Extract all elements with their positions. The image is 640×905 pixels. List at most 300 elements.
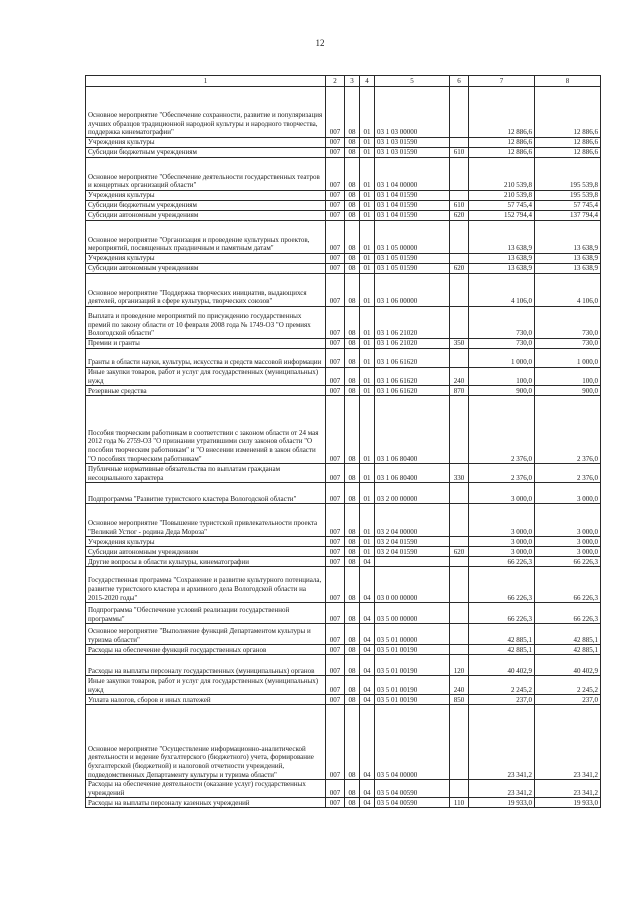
row-amount-col7: 13 638,9 bbox=[469, 254, 535, 264]
row-expense-type-code bbox=[450, 396, 469, 464]
row-amount-col7: 23 341,2 bbox=[469, 705, 535, 780]
row-amount-col7: 3 000,0 bbox=[469, 537, 535, 547]
row-amount-col7: 42 885,1 bbox=[469, 645, 535, 655]
row-amount-col7: 152 794,4 bbox=[469, 211, 535, 221]
row-section-code: 08 bbox=[345, 138, 360, 148]
row-amount-col8: 3 000,0 bbox=[535, 504, 601, 537]
row-ministry-code: 007 bbox=[326, 158, 345, 191]
row-amount-col8: 19 933,0 bbox=[535, 798, 601, 808]
row-expense-type-code bbox=[450, 557, 469, 567]
row-amount-col8: 13 638,9 bbox=[535, 221, 601, 254]
row-amount-col7: 237,0 bbox=[469, 695, 535, 705]
row-amount-col8: 900,0 bbox=[535, 386, 601, 396]
row-amount-col8: 23 341,2 bbox=[535, 780, 601, 798]
row-amount-col8: 195 539,8 bbox=[535, 158, 601, 191]
table-row bbox=[86, 368, 601, 386]
row-name-cell: Основное мероприятие "Повышение туристской привлекательности проекта "Великий Устюг - родина Деда Мороза" bbox=[86, 504, 326, 537]
row-name-cell: Основное мероприятие "Выполнение функций Департаментом культуры и туризма области" bbox=[86, 624, 326, 645]
row-expense-type-code: 110 bbox=[450, 798, 469, 808]
row-amount-col8: 3 000,0 bbox=[535, 483, 601, 504]
row-ministry-code: 007 bbox=[326, 504, 345, 537]
row-subsection-code: 04 bbox=[360, 780, 375, 798]
row-amount-col8: 730,0 bbox=[535, 339, 601, 349]
row-target-code: 03 1 06 21020 bbox=[375, 307, 450, 339]
row-amount-col7: 66 226,3 bbox=[469, 557, 535, 567]
row-ministry-code: 007 bbox=[326, 557, 345, 567]
row-amount-col8: 4 106,0 bbox=[535, 274, 601, 307]
row-subsection-code: 01 bbox=[360, 211, 375, 221]
row-name-cell: Премии и гранты bbox=[86, 339, 326, 349]
row-amount-col7: 4 106,0 bbox=[469, 274, 535, 307]
row-expense-type-code bbox=[450, 504, 469, 537]
row-target-code: 03 1 06 61620 bbox=[375, 349, 450, 368]
row-expense-type-code: 350 bbox=[450, 339, 469, 349]
row-target-code: 03 1 03 01590 bbox=[375, 148, 450, 158]
row-target-code: 03 1 04 01590 bbox=[375, 191, 450, 201]
table-row bbox=[86, 645, 601, 655]
row-subsection-code: 04 bbox=[360, 676, 375, 695]
row-subsection-code: 01 bbox=[360, 368, 375, 386]
row-ministry-code: 007 bbox=[326, 274, 345, 307]
row-expense-type-code bbox=[450, 780, 469, 798]
row-amount-col7: 1 000,0 bbox=[469, 349, 535, 368]
header-cell: 5 bbox=[375, 76, 450, 87]
table-row bbox=[86, 624, 601, 645]
row-target-code: 03 1 06 00000 bbox=[375, 274, 450, 307]
row-name-cell: Учреждения культуры bbox=[86, 537, 326, 547]
row-expense-type-code bbox=[450, 349, 469, 368]
row-ministry-code: 007 bbox=[326, 483, 345, 504]
row-amount-col7: 12 886,6 bbox=[469, 148, 535, 158]
row-expense-type-code: 620 bbox=[450, 211, 469, 221]
row-name-cell: Субсидии бюджетным учреждениям bbox=[86, 148, 326, 158]
row-ministry-code: 007 bbox=[326, 705, 345, 780]
row-ministry-code: 007 bbox=[326, 695, 345, 705]
row-amount-col7: 12 886,6 bbox=[469, 87, 535, 138]
row-target-code: 03 1 03 01590 bbox=[375, 138, 450, 148]
row-amount-col8: 237,0 bbox=[535, 695, 601, 705]
row-target-code bbox=[375, 557, 450, 567]
row-subsection-code: 01 bbox=[360, 138, 375, 148]
table-row bbox=[86, 201, 601, 211]
table-row bbox=[86, 676, 601, 695]
row-subsection-code: 01 bbox=[360, 274, 375, 307]
row-amount-col7: 900,0 bbox=[469, 386, 535, 396]
table-row bbox=[86, 483, 601, 504]
row-amount-col7: 66 226,3 bbox=[469, 603, 535, 624]
table-row bbox=[86, 158, 601, 191]
row-ministry-code: 007 bbox=[326, 254, 345, 264]
row-amount-col7: 42 885,1 bbox=[469, 624, 535, 645]
row-amount-col8: 1 000,0 bbox=[535, 349, 601, 368]
row-name-cell: Субсидии автономным учреждениям bbox=[86, 211, 326, 221]
row-amount-col7: 19 933,0 bbox=[469, 798, 535, 808]
row-amount-col7: 66 226,3 bbox=[469, 567, 535, 603]
row-ministry-code: 007 bbox=[326, 567, 345, 603]
row-amount-col7: 23 341,2 bbox=[469, 780, 535, 798]
header-cell: 7 bbox=[469, 76, 535, 87]
row-section-code: 08 bbox=[345, 264, 360, 274]
row-name-cell: Расходы на обеспечение функций государственных органов bbox=[86, 645, 326, 655]
row-section-code: 08 bbox=[345, 148, 360, 158]
table-row bbox=[86, 547, 601, 557]
row-section-code: 08 bbox=[345, 537, 360, 547]
row-subsection-code: 01 bbox=[360, 158, 375, 191]
table-row bbox=[86, 221, 601, 254]
row-expense-type-code: 620 bbox=[450, 264, 469, 274]
row-expense-type-code bbox=[450, 87, 469, 138]
row-name-cell: Расходы на обеспечение деятельности (оказание услуг) государственных учреждений bbox=[86, 780, 326, 798]
row-amount-col8: 57 745,4 bbox=[535, 201, 601, 211]
row-subsection-code: 01 bbox=[360, 349, 375, 368]
row-target-code: 03 1 05 01590 bbox=[375, 254, 450, 264]
row-subsection-code: 01 bbox=[360, 464, 375, 483]
row-subsection-code: 04 bbox=[360, 645, 375, 655]
row-subsection-code: 01 bbox=[360, 201, 375, 211]
row-name-cell: Другие вопросы в области культуры, кинематографии bbox=[86, 557, 326, 567]
row-target-code: 03 5 01 00190 bbox=[375, 695, 450, 705]
row-amount-col7: 2 245,2 bbox=[469, 676, 535, 695]
row-amount-col8: 13 638,9 bbox=[535, 254, 601, 264]
table-row bbox=[86, 557, 601, 567]
row-section-code: 08 bbox=[345, 191, 360, 201]
row-name-cell: Основное мероприятие "Поддержка творческих инициатив, выдающихся деятелей, организаций в сфере культуры, творческих союзов" bbox=[86, 274, 326, 307]
table-row bbox=[86, 504, 601, 537]
row-section-code: 08 bbox=[345, 676, 360, 695]
row-section-code: 08 bbox=[345, 504, 360, 537]
row-expense-type-code: 240 bbox=[450, 676, 469, 695]
row-ministry-code: 007 bbox=[326, 780, 345, 798]
row-target-code: 03 5 01 00190 bbox=[375, 655, 450, 676]
row-amount-col8: 2 376,0 bbox=[535, 396, 601, 464]
row-name-cell: Иные закупки товаров, работ и услуг для государственных (муниципальных) нужд bbox=[86, 676, 326, 695]
row-amount-col8: 66 226,3 bbox=[535, 567, 601, 603]
table-row bbox=[86, 386, 601, 396]
row-name-cell: Основное мероприятие "Осуществление информационно-аналитической деятельности и ведение бухгалтерского (бюджетного) учета, формирование бухгалтерской (бюджетной) и налоговой отчетности учреждений, подведомственных Департаменту культуры и туризма области" bbox=[86, 705, 326, 780]
row-ministry-code: 007 bbox=[326, 464, 345, 483]
row-subsection-code: 01 bbox=[360, 264, 375, 274]
row-ministry-code: 007 bbox=[326, 798, 345, 808]
row-expense-type-code bbox=[450, 624, 469, 645]
row-target-code: 03 5 04 00590 bbox=[375, 780, 450, 798]
row-ministry-code: 007 bbox=[326, 349, 345, 368]
row-expense-type-code: 240 bbox=[450, 368, 469, 386]
table-row bbox=[86, 655, 601, 676]
row-section-code: 08 bbox=[345, 645, 360, 655]
row-amount-col7: 2 376,0 bbox=[469, 396, 535, 464]
row-amount-col8: 3 000,0 bbox=[535, 537, 601, 547]
row-amount-col8: 12 886,6 bbox=[535, 148, 601, 158]
row-amount-col8: 40 402,9 bbox=[535, 655, 601, 676]
row-section-code: 08 bbox=[345, 307, 360, 339]
row-expense-type-code: 620 bbox=[450, 547, 469, 557]
row-target-code: 03 5 00 00000 bbox=[375, 603, 450, 624]
table-row bbox=[86, 254, 601, 264]
row-amount-col8: 23 341,2 bbox=[535, 705, 601, 780]
row-expense-type-code bbox=[450, 537, 469, 547]
row-amount-col8: 195 539,8 bbox=[535, 191, 601, 201]
page-number: 12 bbox=[315, 38, 325, 48]
row-ministry-code: 007 bbox=[326, 201, 345, 211]
row-section-code: 08 bbox=[345, 547, 360, 557]
row-amount-col7: 12 886,6 bbox=[469, 138, 535, 148]
table-row bbox=[86, 695, 601, 705]
row-subsection-code: 01 bbox=[360, 339, 375, 349]
row-subsection-code: 01 bbox=[360, 386, 375, 396]
row-subsection-code: 01 bbox=[360, 504, 375, 537]
row-section-code: 08 bbox=[345, 339, 360, 349]
row-ministry-code: 007 bbox=[326, 386, 345, 396]
row-expense-type-code bbox=[450, 603, 469, 624]
row-ministry-code: 007 bbox=[326, 307, 345, 339]
table-row bbox=[86, 264, 601, 274]
row-name-cell: Пособия творческим работникам в соответствии с законом области от 24 мая 2012 года № 2759-ОЗ "О признании утратившими силу законов области "О пособии творческим работникам" и "О внесении изменений в закон области "О пособиях творческим работникам" bbox=[86, 396, 326, 464]
row-subsection-code: 04 bbox=[360, 624, 375, 645]
row-amount-col7: 730,0 bbox=[469, 307, 535, 339]
row-ministry-code: 007 bbox=[326, 537, 345, 547]
row-name-cell: Расходы на выплаты персоналу государственных (муниципальных) органов bbox=[86, 655, 326, 676]
row-section-code: 08 bbox=[345, 396, 360, 464]
row-section-code: 08 bbox=[345, 87, 360, 138]
row-name-cell: Публичные нормативные обязательства по выплатам гражданам несоциального характера bbox=[86, 464, 326, 483]
row-amount-col8: 12 886,6 bbox=[535, 87, 601, 138]
budget-table bbox=[85, 75, 601, 808]
row-name-cell: Субсидии автономным учреждениям bbox=[86, 547, 326, 557]
row-amount-col7: 40 402,9 bbox=[469, 655, 535, 676]
row-subsection-code: 04 bbox=[360, 557, 375, 567]
row-target-code: 03 5 04 00000 bbox=[375, 705, 450, 780]
row-target-code: 03 2 04 00000 bbox=[375, 504, 450, 537]
row-ministry-code: 007 bbox=[326, 221, 345, 254]
row-name-cell: Основное мероприятие "Обеспечение сохранности, развитие и популяризация лучших образцов традиционной народной культуры и народного творчества, поддержка кинематографии" bbox=[86, 87, 326, 138]
table-row bbox=[86, 339, 601, 349]
row-subsection-code: 01 bbox=[360, 191, 375, 201]
row-expense-type-code: 330 bbox=[450, 464, 469, 483]
row-expense-type-code bbox=[450, 221, 469, 254]
row-subsection-code: 01 bbox=[360, 254, 375, 264]
table-row bbox=[86, 138, 601, 148]
row-target-code: 03 1 06 61620 bbox=[375, 368, 450, 386]
row-section-code: 08 bbox=[345, 464, 360, 483]
row-amount-col7: 57 745,4 bbox=[469, 201, 535, 211]
row-target-code: 03 2 04 01590 bbox=[375, 547, 450, 557]
row-name-cell: Подпрограмма "Развитие туристского кластера Вологодской области" bbox=[86, 483, 326, 504]
row-subsection-code: 01 bbox=[360, 483, 375, 504]
row-amount-col8: 100,0 bbox=[535, 368, 601, 386]
row-ministry-code: 007 bbox=[326, 624, 345, 645]
row-amount-col7: 730,0 bbox=[469, 339, 535, 349]
row-expense-type-code: 850 bbox=[450, 695, 469, 705]
row-subsection-code: 04 bbox=[360, 705, 375, 780]
row-target-code: 03 5 01 00190 bbox=[375, 645, 450, 655]
row-amount-col7: 13 638,9 bbox=[469, 264, 535, 274]
row-subsection-code: 04 bbox=[360, 603, 375, 624]
row-ministry-code: 007 bbox=[326, 211, 345, 221]
row-target-code: 03 2 00 00000 bbox=[375, 483, 450, 504]
row-section-code: 08 bbox=[345, 780, 360, 798]
row-amount-col8: 66 226,3 bbox=[535, 557, 601, 567]
header-cell: 8 bbox=[535, 76, 601, 87]
row-expense-type-code: 870 bbox=[450, 386, 469, 396]
header-cell: 6 bbox=[450, 76, 469, 87]
row-section-code: 08 bbox=[345, 221, 360, 254]
row-amount-col8: 66 226,3 bbox=[535, 603, 601, 624]
row-section-code: 08 bbox=[345, 655, 360, 676]
row-ministry-code: 007 bbox=[326, 645, 345, 655]
table-row bbox=[86, 567, 601, 603]
row-target-code: 03 1 04 00000 bbox=[375, 158, 450, 191]
row-section-code: 08 bbox=[345, 349, 360, 368]
row-ministry-code: 007 bbox=[326, 148, 345, 158]
row-amount-col8: 2 245,2 bbox=[535, 676, 601, 695]
row-target-code: 03 1 05 00000 bbox=[375, 221, 450, 254]
row-section-code: 08 bbox=[345, 603, 360, 624]
row-target-code: 03 1 06 61620 bbox=[375, 386, 450, 396]
row-expense-type-code bbox=[450, 705, 469, 780]
row-amount-col7: 3 000,0 bbox=[469, 483, 535, 504]
row-expense-type-code bbox=[450, 645, 469, 655]
row-ministry-code: 007 bbox=[326, 655, 345, 676]
row-amount-col7: 100,0 bbox=[469, 368, 535, 386]
row-amount-col8: 137 794,4 bbox=[535, 211, 601, 221]
row-section-code: 08 bbox=[345, 483, 360, 504]
row-expense-type-code bbox=[450, 567, 469, 603]
row-section-code: 08 bbox=[345, 201, 360, 211]
row-target-code: 03 1 04 01590 bbox=[375, 211, 450, 221]
row-amount-col8: 3 000,0 bbox=[535, 547, 601, 557]
row-amount-col8: 730,0 bbox=[535, 307, 601, 339]
row-expense-type-code: 610 bbox=[450, 148, 469, 158]
table-row bbox=[86, 705, 601, 780]
header-cell: 1 bbox=[86, 76, 326, 87]
row-amount-col8: 2 376,0 bbox=[535, 464, 601, 483]
row-target-code: 03 2 04 01590 bbox=[375, 537, 450, 547]
row-section-code: 08 bbox=[345, 158, 360, 191]
row-section-code: 08 bbox=[345, 557, 360, 567]
row-name-cell: Государственная программа "Сохранение и развитие культурного потенциала, развитие туристского кластера и архивного дела Вологодской области на 2015-2020 годы" bbox=[86, 567, 326, 603]
row-expense-type-code: 610 bbox=[450, 201, 469, 211]
row-name-cell: Основное мероприятие "Организация и проведение культурных проектов, мероприятий, посвященных праздничным и памятным датам" bbox=[86, 221, 326, 254]
row-ministry-code: 007 bbox=[326, 676, 345, 695]
row-subsection-code: 01 bbox=[360, 396, 375, 464]
row-subsection-code: 04 bbox=[360, 567, 375, 603]
row-ministry-code: 007 bbox=[326, 603, 345, 624]
row-section-code: 08 bbox=[345, 211, 360, 221]
row-subsection-code: 04 bbox=[360, 798, 375, 808]
row-name-cell: Выплата и проведение мероприятий по присуждению государственных премий по закону области от 10 февраля 2008 года № 1749-ОЗ "О премиях Вологодской области" bbox=[86, 307, 326, 339]
table-row bbox=[86, 780, 601, 798]
row-section-code: 08 bbox=[345, 798, 360, 808]
table-row bbox=[86, 211, 601, 221]
row-name-cell: Уплата налогов, сборов и иных платежей bbox=[86, 695, 326, 705]
row-amount-col7: 3 000,0 bbox=[469, 547, 535, 557]
row-name-cell: Субсидии автономным учреждениям bbox=[86, 264, 326, 274]
row-ministry-code: 007 bbox=[326, 547, 345, 557]
row-target-code: 03 1 04 01590 bbox=[375, 201, 450, 211]
row-subsection-code: 04 bbox=[360, 695, 375, 705]
row-expense-type-code bbox=[450, 483, 469, 504]
row-target-code: 03 1 06 80400 bbox=[375, 464, 450, 483]
row-section-code: 08 bbox=[345, 274, 360, 307]
row-expense-type-code bbox=[450, 274, 469, 307]
row-section-code: 08 bbox=[345, 254, 360, 264]
row-ministry-code: 007 bbox=[326, 264, 345, 274]
row-target-code: 03 0 00 00000 bbox=[375, 567, 450, 603]
row-expense-type-code: 120 bbox=[450, 655, 469, 676]
row-section-code: 08 bbox=[345, 386, 360, 396]
table-row bbox=[86, 307, 601, 339]
table-row bbox=[86, 396, 601, 464]
table-row bbox=[86, 464, 601, 483]
row-target-code: 03 5 01 00190 bbox=[375, 676, 450, 695]
row-target-code: 03 1 05 01590 bbox=[375, 264, 450, 274]
table-row bbox=[86, 603, 601, 624]
row-expense-type-code bbox=[450, 191, 469, 201]
row-subsection-code: 01 bbox=[360, 537, 375, 547]
row-ministry-code: 007 bbox=[326, 339, 345, 349]
table-header-row bbox=[86, 76, 601, 87]
row-name-cell: Основное мероприятие "Обеспечение деятельности государственных театров и концертных организаций области" bbox=[86, 158, 326, 191]
row-section-code: 08 bbox=[345, 705, 360, 780]
header-cell: 2 bbox=[326, 76, 345, 87]
row-subsection-code: 01 bbox=[360, 547, 375, 557]
row-amount-col8: 42 885,1 bbox=[535, 624, 601, 645]
table-row bbox=[86, 191, 601, 201]
row-amount-col7: 210 539,8 bbox=[469, 158, 535, 191]
table-row bbox=[86, 349, 601, 368]
row-name-cell: Субсидии бюджетным учреждениям bbox=[86, 201, 326, 211]
table-row bbox=[86, 274, 601, 307]
row-amount-col7: 210 539,8 bbox=[469, 191, 535, 201]
row-expense-type-code bbox=[450, 254, 469, 264]
row-subsection-code: 04 bbox=[360, 655, 375, 676]
row-target-code: 03 1 06 80400 bbox=[375, 396, 450, 464]
row-amount-col8: 13 638,9 bbox=[535, 264, 601, 274]
row-name-cell: Расходы на выплаты персоналу казенных учреждений bbox=[86, 798, 326, 808]
table-row bbox=[86, 798, 601, 808]
row-subsection-code: 01 bbox=[360, 87, 375, 138]
row-expense-type-code bbox=[450, 307, 469, 339]
row-section-code: 08 bbox=[345, 567, 360, 603]
row-expense-type-code bbox=[450, 158, 469, 191]
header-cell: 3 bbox=[345, 76, 360, 87]
row-amount-col7: 3 000,0 bbox=[469, 504, 535, 537]
row-section-code: 08 bbox=[345, 368, 360, 386]
row-target-code: 03 5 04 00590 bbox=[375, 798, 450, 808]
row-expense-type-code bbox=[450, 138, 469, 148]
row-ministry-code: 007 bbox=[326, 138, 345, 148]
row-ministry-code: 007 bbox=[326, 191, 345, 201]
header-cell: 4 bbox=[360, 76, 375, 87]
row-amount-col7: 13 638,9 bbox=[469, 221, 535, 254]
row-target-code: 03 5 01 00000 bbox=[375, 624, 450, 645]
row-amount-col8: 42 885,1 bbox=[535, 645, 601, 655]
row-target-code: 03 1 06 21020 bbox=[375, 339, 450, 349]
row-subsection-code: 01 bbox=[360, 307, 375, 339]
row-ministry-code: 007 bbox=[326, 87, 345, 138]
row-amount-col8: 12 886,6 bbox=[535, 138, 601, 148]
row-subsection-code: 01 bbox=[360, 221, 375, 254]
row-section-code: 08 bbox=[345, 695, 360, 705]
row-ministry-code: 007 bbox=[326, 396, 345, 464]
row-name-cell: Учреждения культуры bbox=[86, 254, 326, 264]
row-subsection-code: 01 bbox=[360, 148, 375, 158]
table-row bbox=[86, 87, 601, 138]
row-name-cell: Резервные средства bbox=[86, 386, 326, 396]
table-row bbox=[86, 148, 601, 158]
row-ministry-code: 007 bbox=[326, 368, 345, 386]
row-name-cell: Иные закупки товаров, работ и услуг для государственных (муниципальных) нужд bbox=[86, 368, 326, 386]
